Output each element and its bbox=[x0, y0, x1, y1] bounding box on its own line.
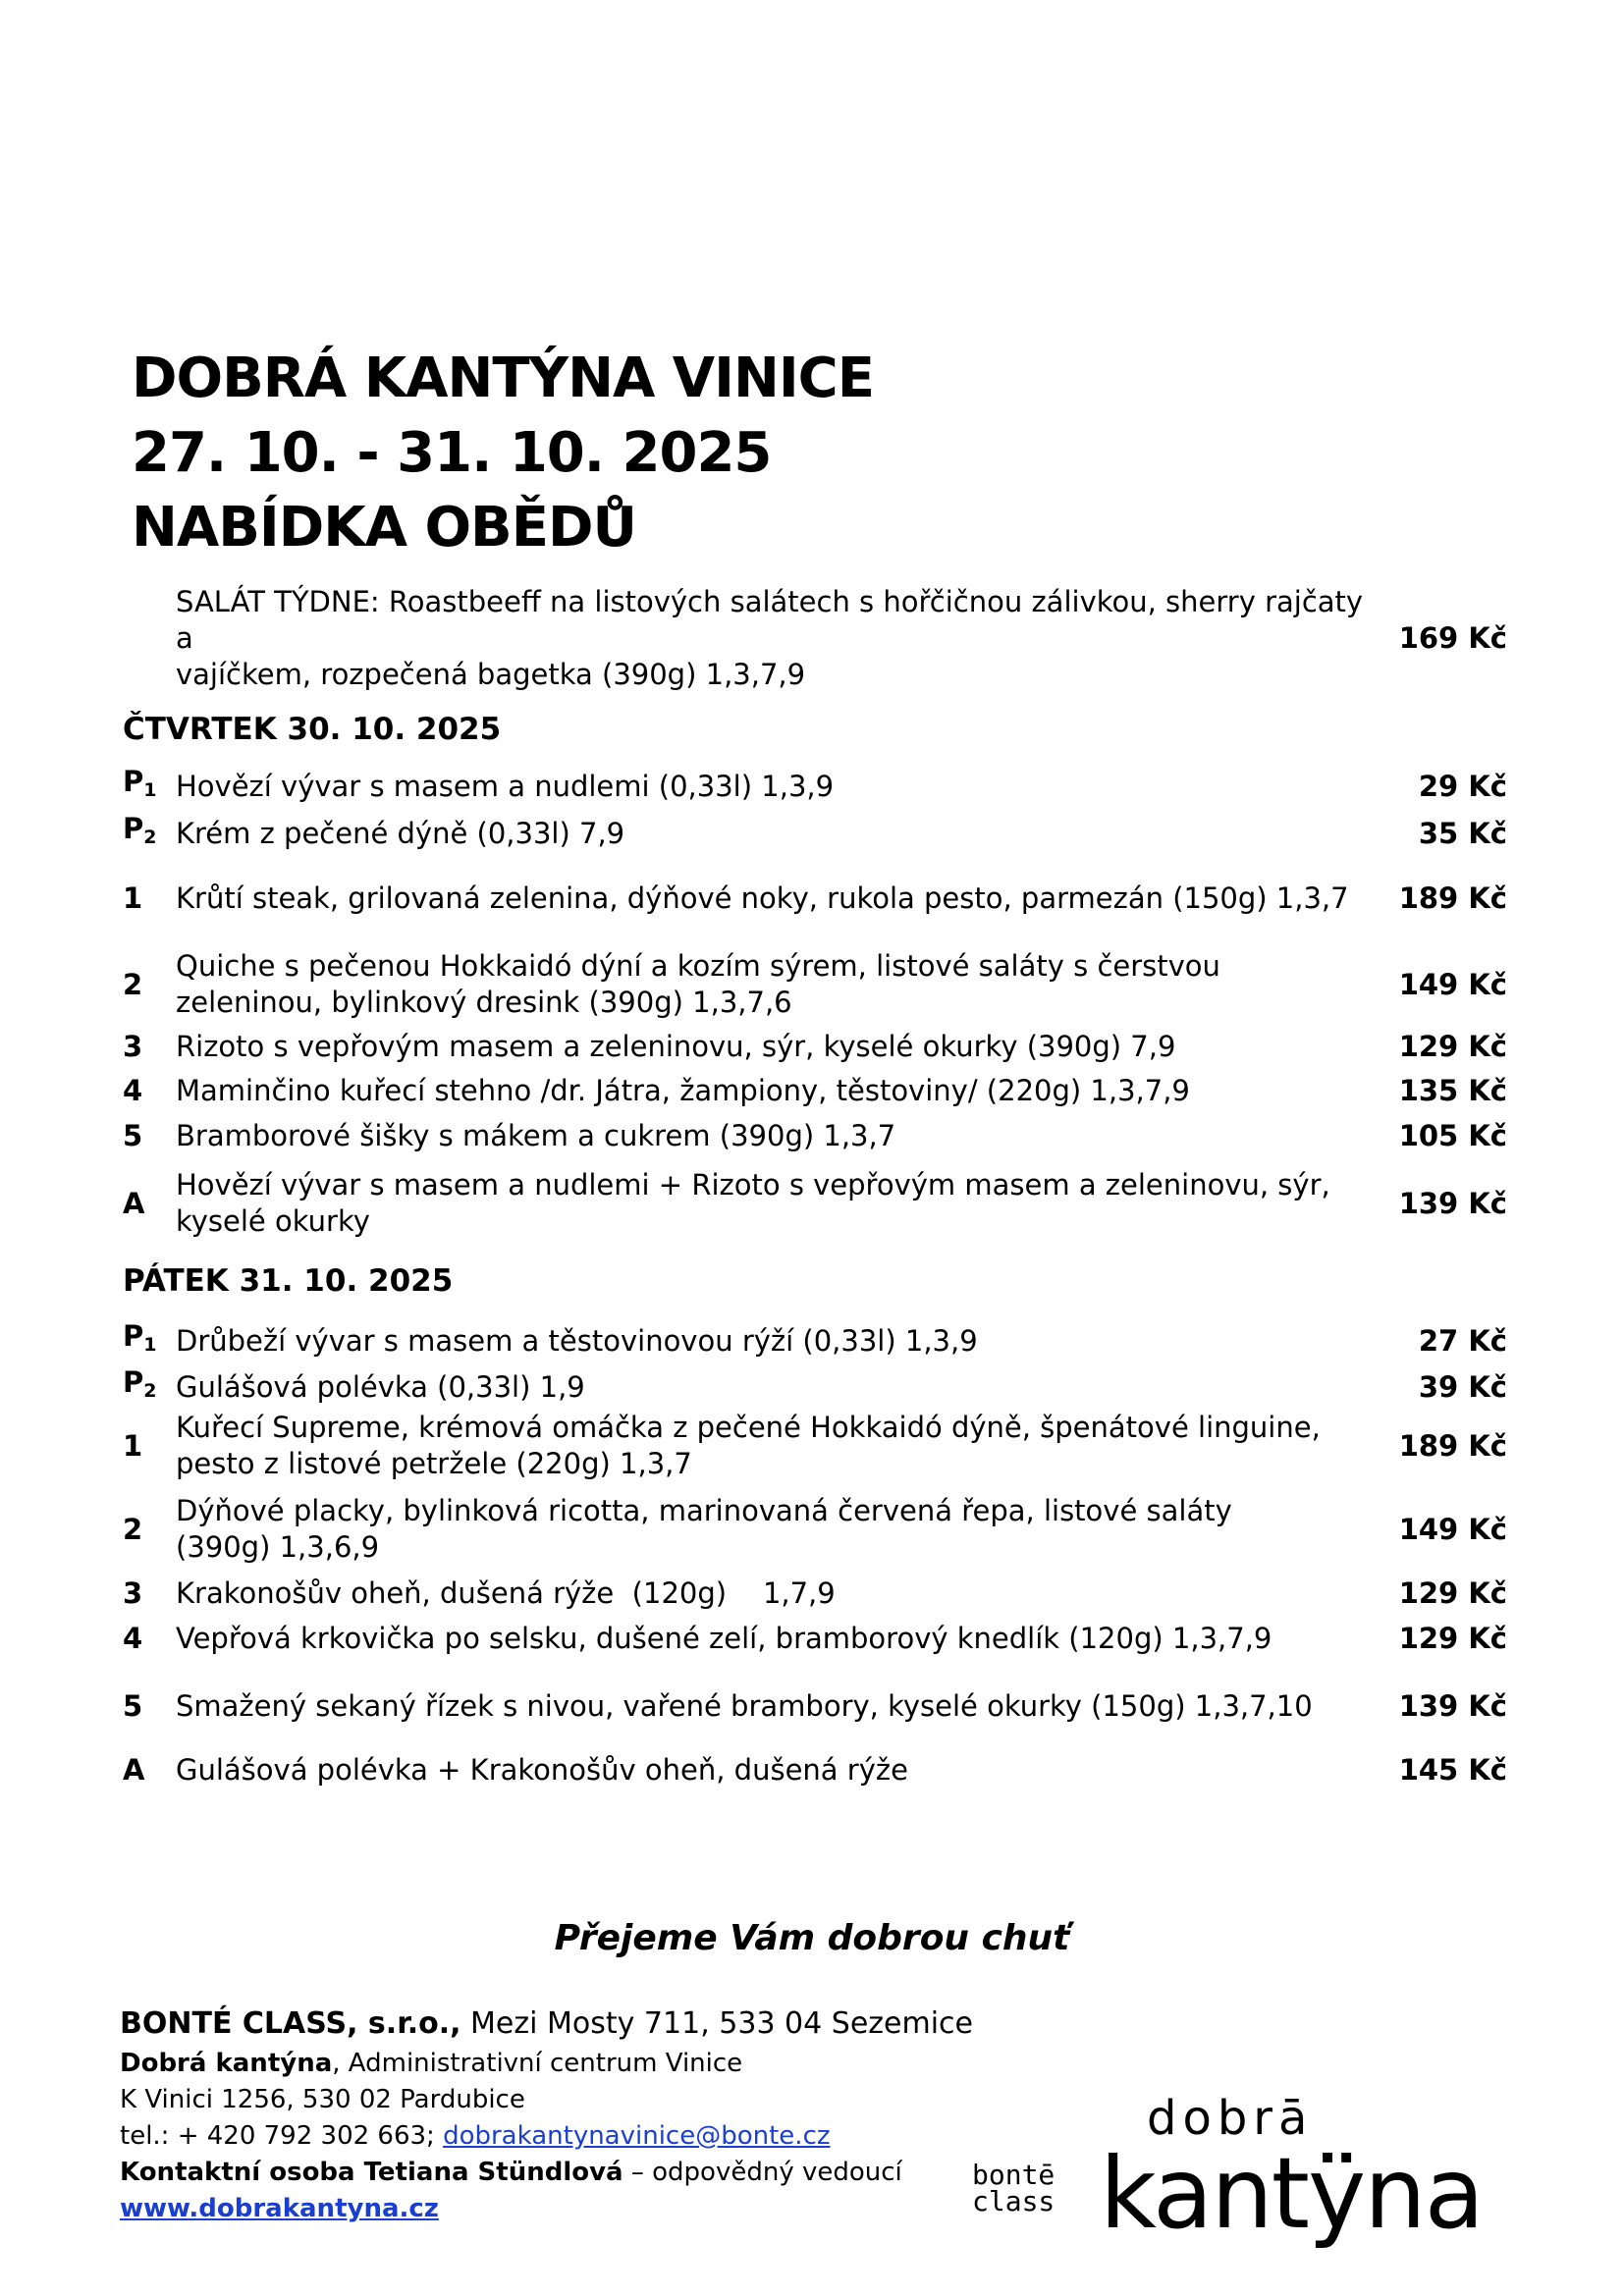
item-price: 105 Kč bbox=[1398, 1119, 1507, 1152]
item-name: Maminčino kuřecí stehno /dr. Játra, žampiony, těstoviny/ (220g) 1,3,7,9 bbox=[176, 1074, 1190, 1107]
salad-price: 169 Kč bbox=[1398, 620, 1507, 655]
item-name: Gulášová polévka (0,33l) 1,9 bbox=[176, 1369, 585, 1404]
item-code: 2 bbox=[123, 1512, 143, 1546]
item-name: Quiche s pečenou Hokkaidó dýní a kozím sýrem, listové saláty s čerstvou zeleninou, bylinkový dresink (390g) 1,3,7,6 bbox=[176, 949, 1220, 1019]
dobra-kantyna-logo bbox=[972, 2091, 1532, 2258]
item-code: 4 bbox=[123, 1074, 143, 1107]
item-name: Krakonošův oheň, dušená rýže (120g) 1,7,9 bbox=[176, 1576, 836, 1610]
item-price: 149 Kč bbox=[1398, 1512, 1507, 1546]
logo-bonte-text: bontē bbox=[972, 2159, 1056, 2191]
menu-subtitle: NABÍDKA OBĚDŮ bbox=[132, 496, 636, 560]
item-price: 129 Kč bbox=[1398, 1622, 1507, 1655]
list-item bbox=[123, 1575, 1507, 1612]
item-price: 139 Kč bbox=[1398, 1186, 1507, 1220]
item-price: 139 Kč bbox=[1398, 1689, 1507, 1723]
item-code: $P_2$ bbox=[123, 812, 157, 848]
item-price: 129 Kč bbox=[1398, 1576, 1507, 1610]
contact-role: – odpovědný vedoucí bbox=[623, 2158, 902, 2187]
list-item bbox=[123, 881, 1507, 917]
canteen-place: , Administrativní centrum Vinice bbox=[332, 2049, 743, 2078]
list-item bbox=[123, 1166, 1507, 1241]
item-price: 189 Kč bbox=[1398, 1428, 1507, 1463]
item-code: $P_1$ bbox=[123, 1319, 157, 1356]
phone-number: tel.: + 420 792 302 663; bbox=[120, 2121, 444, 2151]
item-name: Drůbeží vývar s masem a těstovinovou rýží (0,33l) 1,3,9 bbox=[176, 1323, 978, 1358]
item-price: 135 Kč bbox=[1398, 1074, 1507, 1107]
item-name: Rizoto s vepřovým masem a zeleninovu, sýr, kyselé okurky (390g) 7,9 bbox=[176, 1030, 1176, 1063]
item-code: 5 bbox=[123, 1119, 143, 1152]
logo-class-text: class bbox=[972, 2185, 1056, 2217]
canteen-address: K Vinici 1256, 530 02 Pardubice bbox=[120, 2085, 525, 2114]
salad-line-2: vajíčkem, rozpečená bagetka (390g) 1,3,7,9 bbox=[176, 657, 806, 691]
list-item bbox=[123, 1118, 1507, 1154]
list-item bbox=[123, 1364, 1507, 1410]
list-item bbox=[123, 1688, 1507, 1725]
item-code: 4 bbox=[123, 1622, 143, 1655]
item-name: Kuřecí Supreme, krémová omáčka z pečené Hokkaidó dýně, špenátové linguine, pesto z listové petržele (220g) 1,3,7 bbox=[176, 1411, 1321, 1480]
website-link[interactable]: www.dobrakantyna.cz bbox=[120, 2194, 439, 2223]
item-price: 145 Kč bbox=[1398, 1753, 1507, 1787]
item-name: Hovězí vývar s masem a nudlemi (0,33l) 1,3,9 bbox=[176, 769, 835, 803]
list-item bbox=[123, 1029, 1507, 1065]
item-price: 35 Kč bbox=[1418, 816, 1507, 850]
list-item bbox=[123, 764, 1507, 809]
item-price: 189 Kč bbox=[1398, 881, 1507, 915]
list-item bbox=[123, 1318, 1507, 1363]
item-code: A bbox=[123, 1186, 145, 1220]
salad-line-1: SALÁT TÝDNE: Roastbeeff na listových salátech s hořčičnou zálivkou, sherry rajčaty a bbox=[176, 584, 1364, 655]
list-item bbox=[123, 1752, 1507, 1789]
logo-kantyna-text: kantÿna bbox=[1100, 2136, 1483, 2251]
item-name: Gulášová polévka + Krakonošův oheň, dušená rýže bbox=[176, 1753, 908, 1787]
list-item bbox=[123, 1621, 1507, 1657]
farewell-message: Přejeme Vám dobrou chuť bbox=[554, 1918, 1070, 1958]
day-heading-friday: PÁTEK 31. 10. 2025 bbox=[123, 1263, 454, 1299]
item-code: $P_2$ bbox=[123, 1365, 157, 1402]
item-name: Hovězí vývar s masem a nudlemi + Rizoto s vepřovým masem a zeleninovu, sýr, kyselé okurky bbox=[176, 1168, 1330, 1238]
list-item bbox=[123, 1492, 1507, 1567]
canteen-line bbox=[120, 2046, 973, 2082]
item-price: 129 Kč bbox=[1398, 1030, 1507, 1063]
list-item bbox=[123, 1073, 1507, 1109]
email-link[interactable]: dobrakantynavinice@bonte.cz bbox=[443, 2121, 831, 2151]
item-code: 1 bbox=[123, 1428, 143, 1463]
item-name: Smažený sekaný řízek s nivou, vařené brambory, kyselé okurky (150g) 1,3,7,10 bbox=[176, 1689, 1313, 1723]
logo-bonte-class bbox=[972, 2159, 1056, 2217]
item-name: Bramborové šišky s mákem a cukrem (390g) 1,3,7 bbox=[176, 1119, 896, 1152]
contact-line bbox=[120, 2155, 973, 2191]
company-line bbox=[120, 2002, 973, 2046]
web-line bbox=[120, 2191, 973, 2227]
company-address: Mezi Mosty 711, 533 04 Sezemice bbox=[460, 2006, 973, 2041]
footer-contact bbox=[120, 2002, 973, 2227]
item-code: 2 bbox=[123, 967, 143, 1001]
phone-line bbox=[120, 2118, 973, 2155]
restaurant-title: DOBRÁ KANTÝNA VINICE bbox=[132, 347, 875, 410]
item-code: 3 bbox=[123, 1576, 143, 1610]
item-price: 27 Kč bbox=[1418, 1323, 1507, 1358]
salad-of-week bbox=[123, 584, 1507, 691]
item-price: 39 Kč bbox=[1418, 1369, 1507, 1404]
item-price: 149 Kč bbox=[1398, 967, 1507, 1001]
item-code: 3 bbox=[123, 1030, 143, 1063]
item-price: 29 Kč bbox=[1418, 769, 1507, 803]
item-code: A bbox=[123, 1753, 145, 1787]
company-name: BONTÉ CLASS, s.r.o., bbox=[120, 2006, 461, 2041]
contact-person: Kontaktní osoba Tetiana Stündlová bbox=[120, 2158, 623, 2187]
logo-dobra-text: dobrā bbox=[1147, 2091, 1314, 2146]
list-item bbox=[123, 947, 1507, 1022]
menu-header bbox=[132, 342, 874, 565]
item-name: Krůtí steak, grilovaná zelenina, dýňové noky, rukola pesto, parmezán (150g) 1,3,7 bbox=[176, 881, 1349, 915]
item-name: Dýňové placky, bylinková ricotta, marinovaná červená řepa, listové saláty (390g) 1,3,6,9 bbox=[176, 1494, 1232, 1564]
item-name: Krém z pečené dýně (0,33l) 7,9 bbox=[176, 816, 625, 850]
item-code: 5 bbox=[123, 1689, 143, 1723]
list-item bbox=[123, 811, 1507, 856]
day-heading-thursday: ČTVRTEK 30. 10. 2025 bbox=[123, 712, 502, 747]
item-code: 1 bbox=[123, 881, 143, 915]
date-range: 27. 10. - 31. 10. 2025 bbox=[132, 421, 772, 485]
item-name: Vepřová krkovička po selsku, dušené zelí, bramborový knedlík (120g) 1,3,7,9 bbox=[176, 1622, 1272, 1655]
item-code: $P_1$ bbox=[123, 765, 157, 801]
canteen-name: Dobrá kantýna bbox=[120, 2049, 333, 2078]
list-item bbox=[123, 1409, 1507, 1483]
